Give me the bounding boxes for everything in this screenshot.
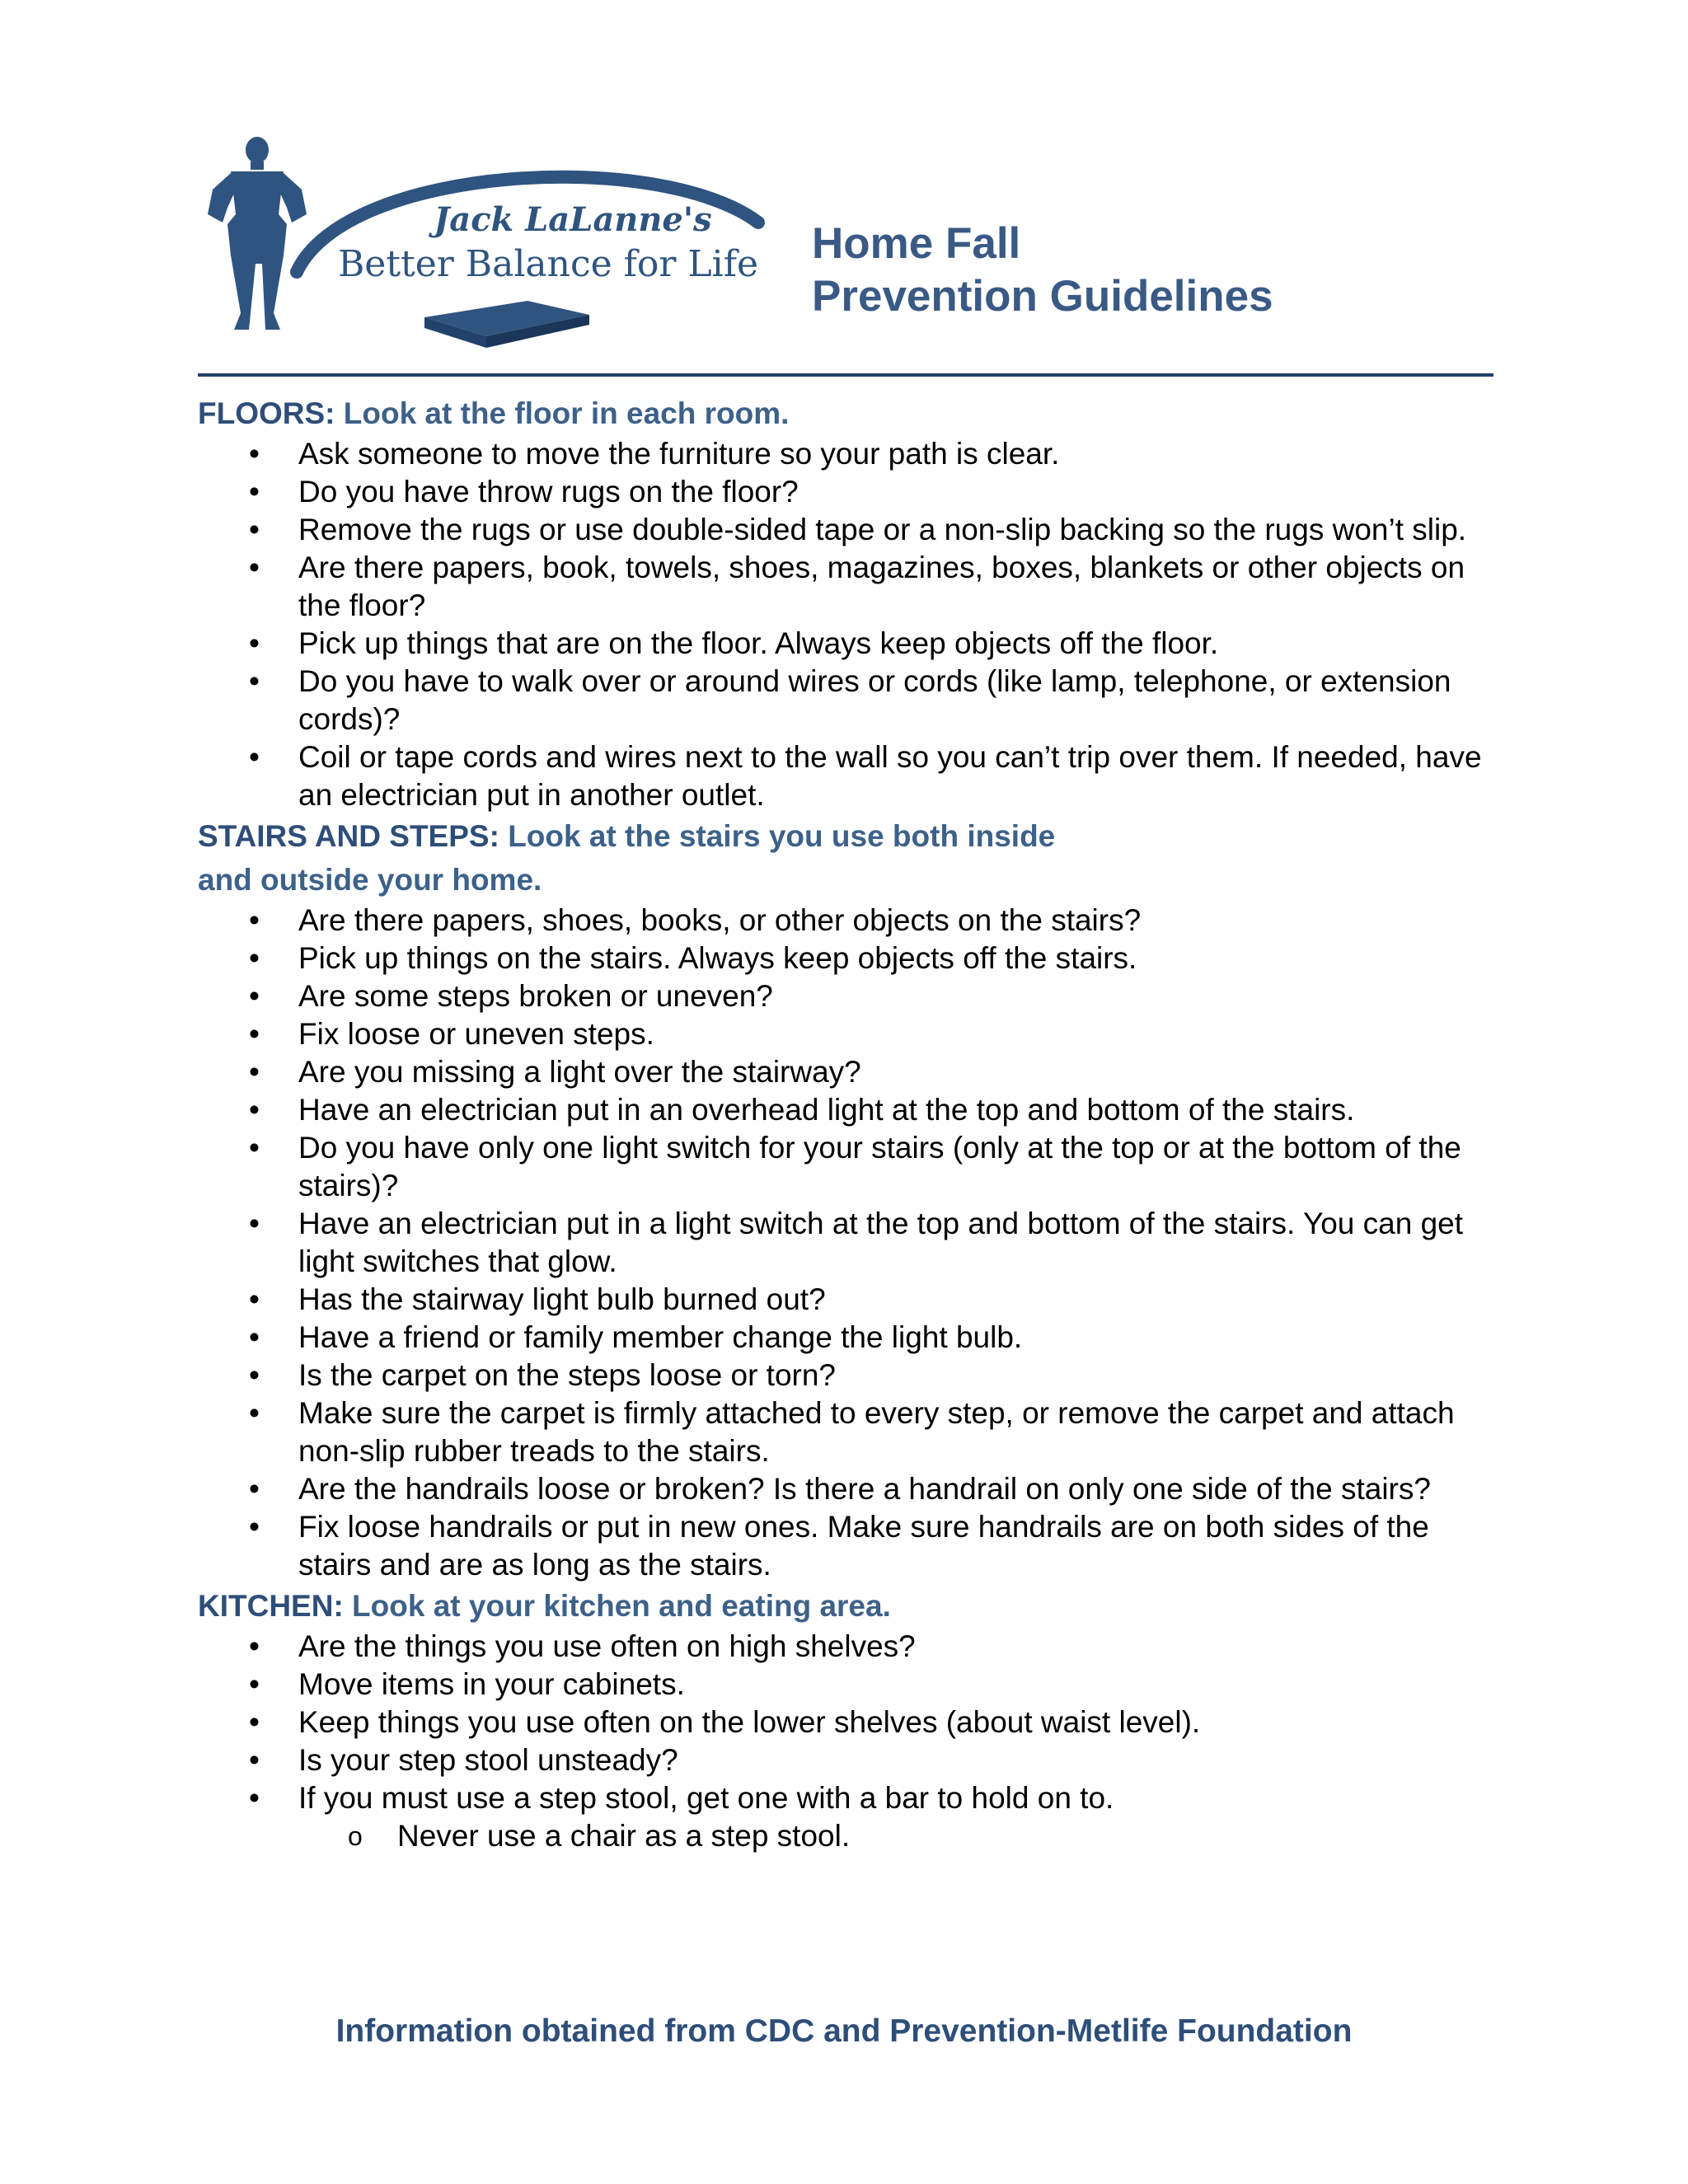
guidelines-content [198, 391, 1508, 1855]
list-item: • Are there papers, shoes, books, or other objects on the stairs? [249, 903, 1142, 937]
logo-line2: Better Balance for Life [337, 243, 759, 285]
list-stairs [198, 902, 1508, 1584]
list-item: • Have an electrician put in a light switch at the top and bottom of the stairs. You can get light switches that glow. [249, 1207, 1464, 1278]
list-item: • Have an electrician put in an overhead light at the top and bottom of the stairs. [249, 1093, 1355, 1127]
list-item: • Fix loose handrails or put in new ones. Make sure handrails are on both sides of the stairs and are as long as the stairs. [249, 1510, 1429, 1582]
list-item: • Keep things you use often on the lower shelves (about waist level). [249, 1705, 1201, 1739]
list-item: • Are some steps broken or uneven? [249, 979, 773, 1013]
section-heading-kitchen: KITCHEN: Look at your kitchen and eating area. [198, 1589, 891, 1623]
logo-line1: Jack LaLanne's [434, 200, 712, 239]
list-floors [198, 435, 1508, 814]
list-item: • Pick up things that are on the floor. Always keep objects off the floor. [249, 626, 1219, 660]
section-heading-stairs-cont: and outside your home. [198, 863, 542, 897]
list-item: • Coil or tape cords and wires next to the wall so you can’t trip over them. If needed, have an electrician put in another outlet. [249, 740, 1482, 812]
title-line1: Home Fall [812, 219, 1021, 268]
list-item: • Are the things you use often on high shelves? [249, 1629, 916, 1663]
list-item: • Do you have to walk over or around wires or cords (like lamp, telephone, or extension cords)? [249, 664, 1451, 736]
list-item: • Are you missing a light over the stairway? [249, 1055, 861, 1089]
list-item: • Is your step stool unsteady? [249, 1743, 678, 1777]
footer-source: Information obtained from CDC and Prevention-Metlife Foundation [335, 2013, 1353, 2049]
divider [198, 373, 1493, 377]
list-item: • Make sure the carpet is firmly attached to every step, or remove the carpet and attach non-slip rubber treads to the stairs. [249, 1396, 1455, 1468]
list-item: • Has the stairway light bulb burned out? [249, 1282, 826, 1316]
list-item: • Fix loose or uneven steps. [249, 1017, 654, 1051]
list-item: • Are there papers, book, towels, shoes, magazines, boxes, blankets or other objects on the floor? [249, 551, 1465, 622]
list-item: • Move items in your cabinets. [249, 1667, 685, 1701]
list-item: • Are the handrails loose or broken? Is there a handrail on only one side of the stairs? [249, 1472, 1431, 1506]
header [198, 132, 1500, 371]
section-heading-stairs: STAIRS AND STEPS: Look at the stairs you use both inside [198, 819, 1056, 853]
list-item: • Pick up things on the stairs. Always keep objects off the stairs. [249, 941, 1137, 975]
list-item: • Is the carpet on the steps loose or torn? [249, 1358, 836, 1392]
list-item: • Do you have throw rugs on the floor? [249, 475, 799, 509]
man-figure-icon [208, 137, 307, 330]
list-kitchen [198, 1628, 1508, 1855]
section-heading-floors: FLOORS: Look at the floor in each room. [198, 396, 790, 430]
balance-board-icon [424, 301, 589, 348]
list-item: • Ask someone to move the furniture so your path is clear. [249, 437, 1060, 471]
title-line2: Prevention Guidelines [812, 272, 1273, 321]
page-title [812, 218, 1273, 323]
logo [198, 132, 775, 354]
list-item: • Have a friend or family member change the light bulb. [249, 1320, 1023, 1354]
list-item: • Remove the rugs or use double-sided tape or a non-slip backing so the rugs won’t slip. [249, 513, 1467, 546]
sub-list-item: o Never use a chair as a step stool. [348, 1819, 851, 1853]
list-item: • If you must use a step stool, get one with a bar to hold on to. [249, 1781, 1114, 1815]
list-item: • Do you have only one light switch for your stairs (only at the top or at the bottom of the stairs)? [249, 1131, 1461, 1202]
